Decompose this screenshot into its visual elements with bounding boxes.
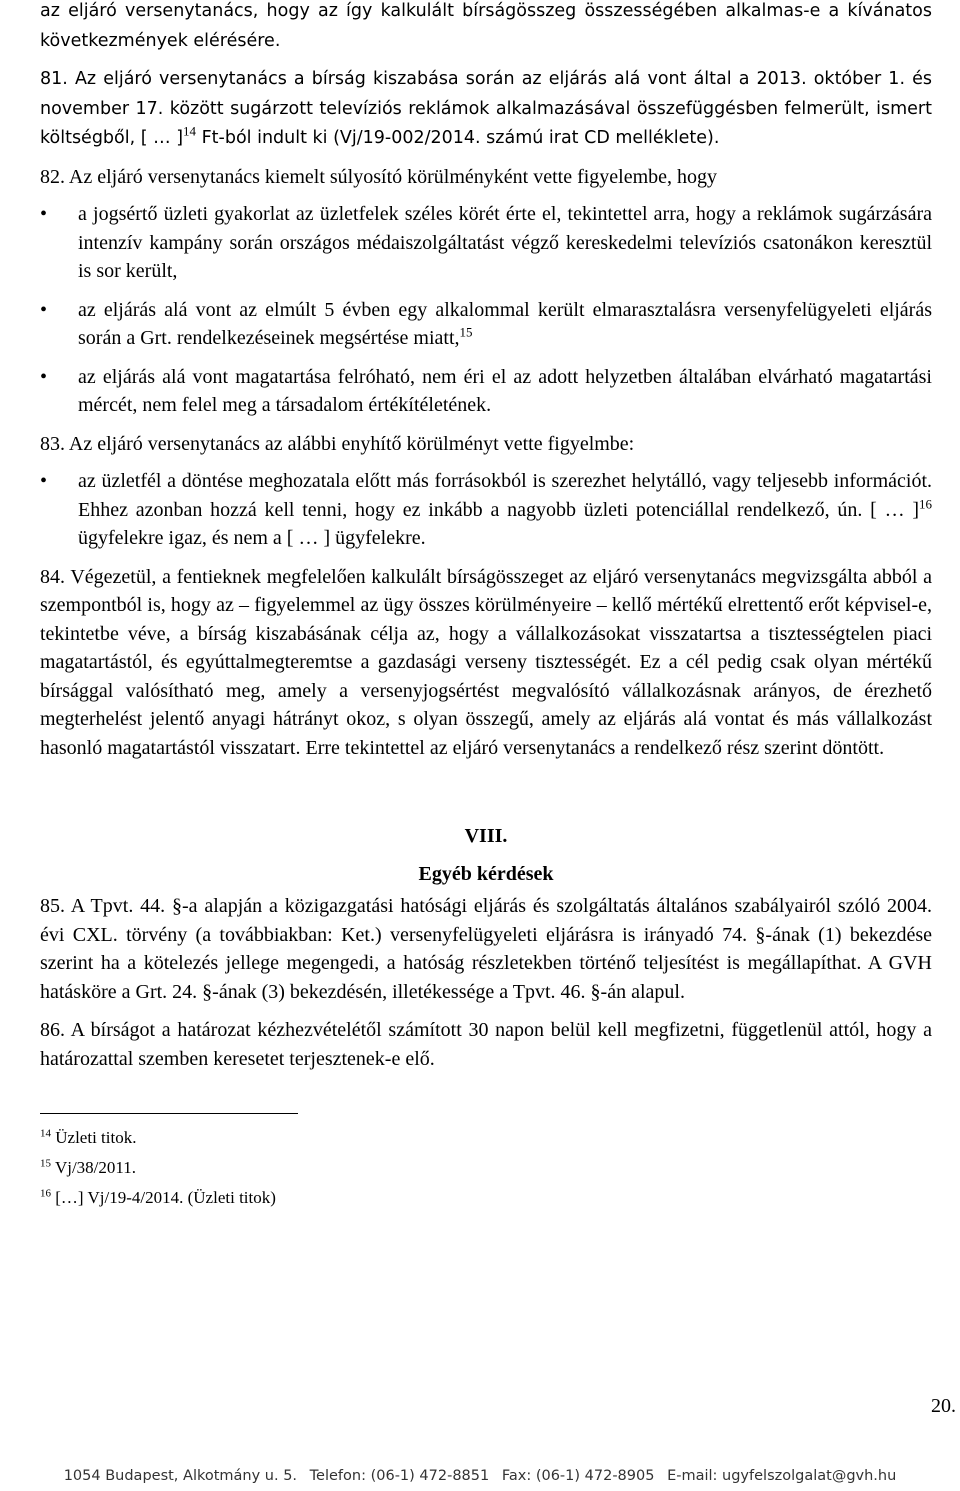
footnote-15: $^{15}$ Vj/38/2011.	[40, 1157, 137, 1177]
list-item: • az üzletfél a döntése meghozatala előtt más forrásokból is szerezhet helytálló, vagy teljesebb információt. Ehhez azonban hozzá kell tenni, hogy ez inkább a nagyobb üzleti potenciállal rendelkező, ún. [ … ]$^{16}$ ügyfelekre igaz, és nem a [ … ] ügyfelekre.	[40, 467, 932, 553]
page-footer	[0, 1462, 960, 1491]
list-item: • a jogsértő üzleti gyakorlat az üzletfelek széles körét érte el, tekintettel arra, hogy a reklámok sugárzására intenzív kampány során országos médaiszolgáltatást végző kereskedelmi televíziós csatonákon keresztül is sor került,	[40, 200, 932, 286]
bullet-icon: •	[40, 298, 48, 321]
paragraph-85: 85. A Tpvt. 44. §-a alapján a közigazgatási hatósági eljárás és szolgáltatás általános szabályairól szóló 2004. évi CXL. törvény (a továbbiakban: Ket.) versenyfelügyeleti eljárásra is irányadó 74. §-ának (1) bekezdése szerint ha a kötelezés jellege megengedi, a hatóság részletekben történő teljesítést is megállapíthat. A GVH hatásköre a Grt. 24. §-ának (3) bekezdésén, illetékessége a Tpvt. 46. §-án alapul.	[40, 895, 932, 1003]
bullet-icon: •	[40, 365, 48, 388]
paragraph-number: 82.	[40, 165, 65, 188]
paragraph-number: 83.	[40, 432, 65, 455]
paragraph-82: 82. Az eljáró versenytanács kiemelt súlyosító körülményként vette figyelembe, hogy	[40, 165, 718, 188]
paragraph-83: 83. Az eljáró versenytanács az alábbi enyhítő körülményt vette figyelmbe:	[40, 432, 635, 455]
footer-phone: Telefon: (06-1) 472-8851	[309, 1468, 490, 1484]
bullet-icon: •	[40, 203, 48, 225]
document-page	[40, 0, 932, 1208]
list-item: • az eljárás alá vont magatartása felróható, nem éri el az adott helyzetben általában elvárható magatartási mércét, nem felel meg a társadalom értékítéletének.	[40, 363, 932, 420]
paragraph-86: 86. A bírságot a határozat kézhezvételétől számított 30 napon belül kell megfizetni, függetlenül attól, hogy a határozattal szemben keresetet terjesztenek-e elő.	[40, 1019, 932, 1070]
paragraph-number: 86.	[40, 1019, 65, 1041]
footnote-ref-16[interactable]: 16	[919, 495, 932, 511]
section-title: Egyéb kérdések	[418, 862, 554, 885]
footnote-ref-14[interactable]: 14	[183, 123, 197, 139]
paragraph-80-tail: az eljáró versenytanács, hogy az így kalkulált bírságösszeg összességében alkalmas-e a kívánatos következmények elérésére.	[40, 1, 932, 51]
page-number: 20.	[931, 1395, 956, 1417]
footnote-divider	[40, 1113, 298, 1114]
footnote-16: $^{16}$ […] Vj/19-4/2014. (Üzleti titok)	[40, 1187, 276, 1207]
list-item: • az eljárás alá vont az elmúlt 5 évben egy alkalommal került elmarasztalásra versenyfelügyeleti eljárás során a Grt. rendelkezéseinek megsértése miatt,$^{15}$	[40, 296, 932, 353]
paragraph-84: 84. Végezetül, a fentieknek megfelelően kalkulált bírságösszeget az eljáró versenytanács megvizsgálta abból a szempontból is, hogy az – figyelemmel az ügy összes körülményeire – kellő mértékű elrettentő erőt képvisel-e, tekintetbe véve, a bírság kiszabásának célja az, hogy a vállalkozásokat visszatartsa a tisztességtelen piaci magatartástól, és egyúttalmegteremtse a gazdasági verseny tisztességét. Ez a cél pedig csak olyan mértékű bírsággal valósítható meg, amely a versenyjogsértést megvalósító vállalkozásnak arányos, de érezhető megterhelést jelentő anyagi hátrányt okoz, s olyan összegű, amely az eljárás alá vontat és más vállalkozást hasonló magatartástól visszatart. Erre tekintettel az eljáró versenytanács a rendelkező rész szerint döntött.	[40, 565, 932, 759]
paragraph-number: 85.	[40, 895, 65, 917]
paragraph-number: 81.	[40, 69, 68, 89]
footnotes	[40, 1128, 932, 1208]
footer-fax: Fax: (06-1) 472-8905	[501, 1468, 655, 1484]
paragraph-number: 84.	[40, 565, 65, 588]
aggravating-list	[40, 200, 932, 420]
footer-email[interactable]: E-mail: ugyfelszolgalat@gvh.hu	[667, 1468, 897, 1484]
mitigating-list	[40, 467, 932, 553]
footnote-ref-15[interactable]: 15	[459, 324, 473, 340]
footnote-14: $^{14}$ Üzleti titok.	[40, 1127, 137, 1147]
footer-address: 1054 Budapest, Alkotmány u. 5.	[63, 1468, 298, 1484]
paragraph-81: 81. Az eljáró versenytanács a bírság kiszabása során az eljárás alá vont által a 2013. október 1. és november 17. között sugárzott televíziós reklámok alkalmazásával összefüggésben felmerült, ismert költségből, [ … ]$^{14}$ Ft-ból indult ki (Vj/19-002/2014. számú irat CD melléklete).	[40, 69, 932, 148]
bullet-icon: •	[40, 470, 48, 492]
section-number: VIII.	[464, 825, 508, 847]
